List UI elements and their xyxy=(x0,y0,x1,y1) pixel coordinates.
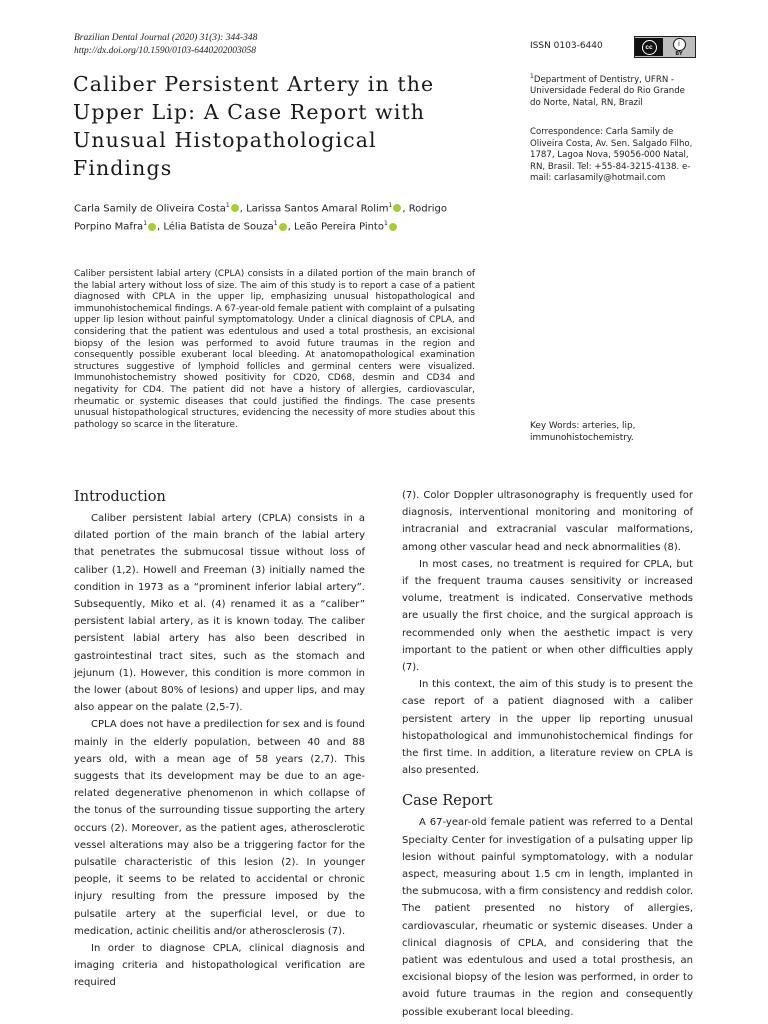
doi-link[interactable]: http://dx.doi.org/10.1590/0103-6440202003058 xyxy=(74,45,256,56)
orcid-icon[interactable] xyxy=(148,223,156,231)
journal-volume-line: Brazilian Dental Journal (2020) 31(3): 344-348 xyxy=(74,33,258,43)
paragraph: A 67-year-old female patient was referred to a Dental Specialty Center for investigation of a pulsating upper lip lesion without painful symptomatology, with a nodular aspect, measuring about 1.5 cm in length, implanted in the submucosa, with a firm consistency and reddish color. The patient presented no history of allergies, cardiovascular, rheumatic or systemic diseases. Under a clinical diagnosis of CPLA, and considering that the patient was edentulous and used a total prosthesis, an excisional biopsy of the lesion was performed, in order to avoid future traumas in the region and consequently possible exuberant local bleeding. xyxy=(402,817,694,1018)
orcid-icon[interactable] xyxy=(231,204,239,212)
paragraph: In order to diagnose CPLA, clinical diagnosis and imaging criteria and histopathological verification are required xyxy=(74,943,365,989)
author-name: Lélia Batista de Souza xyxy=(163,221,274,233)
paragraph: Caliber persistent labial artery (CPLA) consists in a dilated portion of the main branch of the labial artery that penetrates the submucosal tissue without loss of caliber (1,2). Howell and Freeman (3) initially named the condition in 1973 as a “prominent inferior labial artery”. Subsequently, Miko et al. (4) renamed it as a “caliber” persistent labial artery, as it is known today. The caliber persistent labial artery has also been described in gastrointestinal tract sites, such as the stomach and jejunum (1). However, this condition is more common in the lower (about 80% of lesions) and upper lips, and may also appear on the palate (2,5-7). xyxy=(74,513,365,714)
cc-by-license-badge[interactable] xyxy=(634,36,696,58)
keywords: Key Words: arteries, lip, immunohistochemistry. xyxy=(530,421,636,443)
paragraph: CPLA does not have a predilection for sex and is found mainly in the elderly population, between 40 and 88 years old, with a mean age of 58 years (2,7). This suggests that its development may be due to an age-related degenerative phenomenon in which collapse of the tonus of the surrounding tissue supporting the artery occurs (2). Moreover, as the patient ages, atherosclerotic vessel alterations may also be a triggering factor for the pulsatile characteristic of this lesion (2). In younger people, it seems to be related to accidental or chronic injury resulting from the pressure imposed by the pulsatile artery at the superficial level, or due to medication, actinic cheilitis and/or atherosclerosis (7). xyxy=(74,719,365,937)
case-report-heading: Case Report xyxy=(402,793,493,810)
body-column-left xyxy=(74,487,365,992)
body-column-right xyxy=(402,487,693,1021)
paragraph: (7). Color Doppler ultrasonography is frequently used for diagnosis, interventional monitoring and monitoring of intracranial and extracranial vascular malformations, among other vascular head and neck abnormalities (8). xyxy=(402,490,693,553)
issn-label: ISSN 0103-6440 xyxy=(530,41,603,51)
author-list: Carla Samily de Oliveira Costa$^1$ , Larissa Santos Amaral Rolim$^1$ , Rodrigo Porpino Mafra$^1$ , Lélia Batista de Souza$^1$ , Leão Pereira Pinto$^1$ xyxy=(74,202,448,233)
abstract: Caliber persistent labial artery (CPLA) consists in a dilated portion of the main branch of the labial artery without loss of size. The aim of this study is to report a case of a patient diagnosed with CPLA in the upper lip, emphasizing unusual histopathological and immunohistochemical findings. A 67-year-old female patient with complaint of a pulsating upper lip lesion without painful symptomatology. Under a clinical diagnosis of CPLA, and considering that the patient was edentulous and used a total prosthesis, an excisional biopsy of the lesion was performed to avoid future traumas in the region and consequently possible exuberant local bleeding. At anatomopathological examination structures suggestive of lymphoid follicles and germinal centers were visualized. Immunohistochemistry showed positivity for CD20, CD68, desmin and CD34 and negativity for CD4. The patient did not have a history of allergies, cardiovascular, rheumatic or systemic diseases that could justified the findings. The case presents unusual histopathological structures, evidencing the necessity of more studies about this pathology so scarce in the literature. xyxy=(74,269,475,430)
author-name: Larissa Santos Amaral Rolim xyxy=(246,203,389,215)
article-title: Caliber Persistent Artery in the Upper Lip: A Case Report with Unusual Histopathological Findings xyxy=(73,72,435,180)
orcid-icon[interactable] xyxy=(393,204,401,212)
affiliation: $^1$Department of Dentistry, UFRN - Universidade Federal do Rio Grande do Norte, Natal, RN, Brazil xyxy=(530,73,685,108)
by-label: BY xyxy=(675,50,683,57)
paragraph: In this context, the aim of this study is to present the case report of a patient diagnosed with a caliber persistent artery in the upper lip reporting unusual histopathological and immunohistochemical findings for the first time. In addition, a literature review on CPLA is also presented. xyxy=(402,679,693,777)
author-name: Carla Samily de Oliveira Costa xyxy=(74,203,226,215)
attribution-icon: i xyxy=(673,38,686,51)
introduction-heading: Introduction xyxy=(74,489,166,505)
author-name: Leão Pereira Pinto xyxy=(293,221,384,233)
correspondence: Correspondence: Carla Samily de Oliveira Costa, Av. Sen. Salgado Filho, 1787, Lagoa Nova, 59056-000 Natal, RN, Brasil. Tel: +55-84-3215-4138. e-mail: carlasamily@hotmail.com xyxy=(530,127,693,183)
paragraph: In most cases, no treatment is required for CPLA, but if the frequent trauma causes sensitivity or increased volume, treatment is indicated. Conservative methods are usually the first choice, and the surgical approach is recommended only when the aesthetic impact is very important to the patient or when other difficulties apply (7). xyxy=(402,558,693,674)
journal-citation xyxy=(74,32,257,57)
author-name: Rodrigo Porpino Mafra xyxy=(74,203,448,233)
orcid-icon[interactable] xyxy=(389,223,397,231)
creative-commons-icon: cc xyxy=(635,38,663,56)
orcid-icon[interactable] xyxy=(279,223,287,231)
